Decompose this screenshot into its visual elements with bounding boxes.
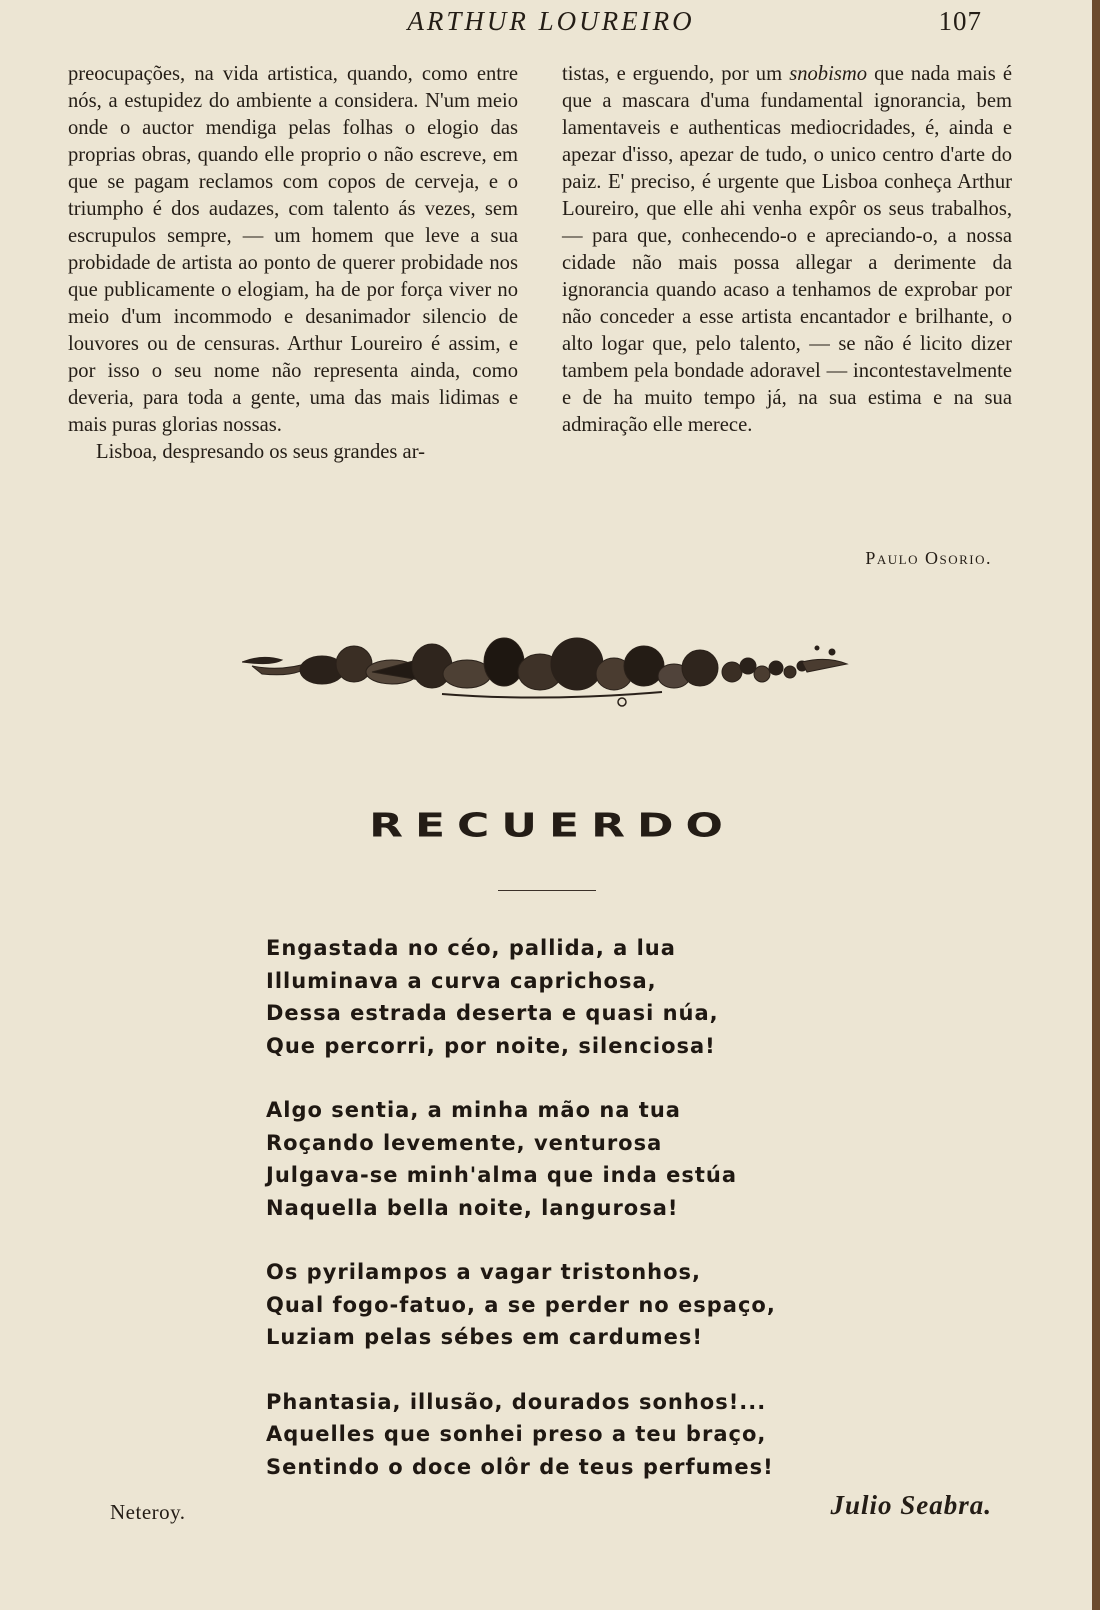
poem-line: Luziam pelas sébes em cardumes! [266, 1325, 703, 1349]
fruit-vegetable-garland-icon [242, 632, 852, 714]
article-text: que nada mais é que a mascara d'uma fundamental ignorancia, bem lamentaveis e authenticas mediocridades, é, ainda e apezar d'isso, apezar de tudo, o unico centro d'arte do paiz. E' preciso, é urgente que Lisboa conheça Arthur Loureiro, que elle ahi venha expôr os seus trabalhos, — para que, conhecendo-o e apreciando-o, a nossa cidade não mais possa allegar a derimente da ignorancia quando acaso a tenhamos de exprobar por não conceder a esse artista encantador e brilhante, o alto logar que, pelo talento, — se não é licito dizer tambem pela bondade adoravel — incontestavelmente e de ha muito tempo já, na sua estima e na sua admiração elle merece. [562, 63, 1012, 436]
poem-title: RECUERDO [369, 806, 735, 845]
poem-line: Naquella bella noite, langurosa! [266, 1195, 679, 1220]
poem-stanza [266, 1094, 866, 1224]
article-paragraph: Lisboa, despresando os seus grandes ar- [96, 441, 425, 463]
article-left-column [68, 61, 518, 466]
article-signature: Paulo Osorio. [865, 548, 992, 568]
poem-stanza [266, 1256, 866, 1354]
title-divider [498, 890, 596, 891]
article-paragraph [562, 61, 1012, 439]
poem-line: Aquelles que sonhei preso a teu braço, [266, 1422, 767, 1446]
running-title: ARTHUR LOUREIRO [407, 6, 695, 36]
article-right-column [562, 61, 1012, 439]
poem-line: Engastada no céo, pallida, a lua [266, 936, 676, 960]
poem-line: Dessa estrada deserta e quasi núa, [266, 1001, 719, 1025]
poem-body [266, 932, 866, 1515]
article-text: tistas, e erguendo, por um [562, 63, 790, 85]
article-paragraph: preocupações, na vida artistica, quando, como entre nós, a estupidez do ambiente a considera. N'um meio onde o auctor mendiga pelas folhas o elogio das proprias obras, quando elle proprio o não escreve, em que se pagam reclamos com copos de cerveja, e o triumpho é dos audazes, com talento ás vezes, sem escrupulos sempre, — um homem que leve a sua probidade de artista ao ponto de querer probidade nos que publicamente o elogiam, ha de por força viver no meio d'um incommodo e desanimador silencio de louvores ou de censuras. Arthur Loureiro é assim, e por isso o seu nome não representa ainda, como deveria, para toda a gente, uma das mais lidimas e mais puras glorias nossas. [68, 63, 518, 436]
page-number: 107 [938, 6, 982, 36]
poem-author: Julio Seabra. [830, 1490, 992, 1520]
poem-line: Phantasia, illusão, dourados sonhos!... [266, 1389, 767, 1414]
poem-line: Que percorri, por noite, silenciosa! [266, 1033, 716, 1058]
running-head [0, 4, 1092, 44]
poem-line: Illuminava a curva caprichosa, [266, 968, 657, 993]
poem-line: Qual fogo-fatuo, a se perder no espaço, [266, 1292, 776, 1317]
poem-line: Os pyrilampos a vagar tristonhos, [266, 1260, 702, 1284]
poem-line: Roçando levemente, venturosa [266, 1130, 663, 1155]
poem-line: Julgava-se minh'alma que inda estúa [266, 1163, 738, 1187]
poem-stanza [266, 932, 866, 1062]
emphasized-word: snobismo [789, 63, 868, 85]
poem-place: Neteroy. [110, 1500, 186, 1524]
poem-line: Algo sentia, a minha mão na tua [266, 1098, 681, 1122]
poem-stanza [266, 1386, 866, 1484]
poem-line: Sentindo o doce olôr de teus perfumes! [266, 1454, 774, 1479]
